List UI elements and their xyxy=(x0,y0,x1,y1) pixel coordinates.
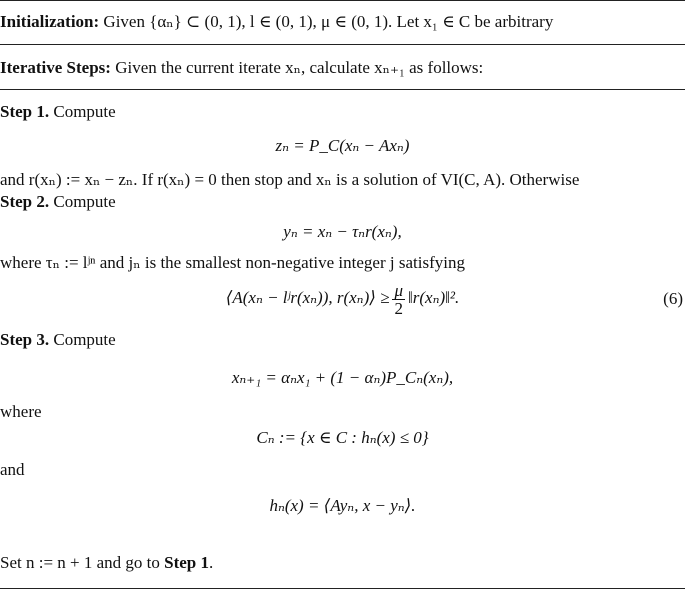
top-rule xyxy=(0,0,685,1)
step2-label: Step 2. xyxy=(0,192,50,211)
iter-label: Iterative Steps: xyxy=(0,58,111,77)
armijo-inequality xyxy=(0,280,685,317)
initialization-line xyxy=(0,12,553,32)
step3-label: Step 3. xyxy=(0,330,50,349)
step1-label: Step 1. xyxy=(0,102,50,121)
step3-equation: xₙ₊₁ = αₙx₁ + (1 − αₙ)P_Cₙ(xₙ), xyxy=(231,368,454,387)
frac-num: μ xyxy=(394,280,403,300)
fraction xyxy=(392,282,405,317)
final-line xyxy=(0,553,213,573)
step1-text: Compute xyxy=(49,102,116,121)
step2-equation: yₙ = xₙ − τₙr(xₙ), xyxy=(283,222,402,241)
step2-where: where τₙ := lʲⁿ and jₙ is the smallest non-negative integer j satisfying xyxy=(0,253,465,272)
init-label: Initialization: xyxy=(0,12,100,31)
step3-and: and xyxy=(0,460,25,479)
ineq-right: ‖r(xₙ)‖². xyxy=(408,288,460,307)
step1-after: and r(xₙ) := xₙ − zₙ. If r(xₙ) = 0 then stop and xₙ is a solution of VI(C, A). Otherwise xyxy=(0,170,580,189)
equation-number: (6) xyxy=(663,289,683,308)
rule-2 xyxy=(0,44,685,45)
step3-heading xyxy=(0,330,116,350)
frac-den: 2 xyxy=(394,298,403,318)
rule-3 xyxy=(0,89,685,90)
step1-heading xyxy=(0,102,116,122)
iter-text: Given the current iterate xₙ, calculate xₙ₊₁ as follows: xyxy=(110,58,484,77)
bottom-rule xyxy=(0,588,685,589)
step3-text: Compute xyxy=(49,330,116,349)
step3-where: where xyxy=(0,402,42,421)
final-suffix: . xyxy=(209,553,214,572)
init-text: Given {αₙ} ⊂ (0, 1), l ∈ (0, 1), μ ∈ (0, 1). Let x₁ ∈ C be arbitrary xyxy=(99,12,554,31)
final-prefix: Set n := n + 1 and go to xyxy=(0,553,165,572)
ineq-left: ⟨A(xₙ − lʲr(xₙ)), r(xₙ)⟩ ≥ xyxy=(225,288,390,307)
step2-heading xyxy=(0,192,116,212)
step2-text: Compute xyxy=(49,192,116,211)
cn-definition: Cₙ := {x ∈ C : hₙ(x) ≤ 0} xyxy=(256,428,429,447)
final-bold: Step 1 xyxy=(164,553,210,572)
step1-equation: zₙ = P_C(xₙ − Axₙ) xyxy=(275,136,410,155)
iterative-line xyxy=(0,58,483,78)
hn-definition: hₙ(x) = ⟨Ayₙ, x − yₙ⟩. xyxy=(269,496,416,515)
